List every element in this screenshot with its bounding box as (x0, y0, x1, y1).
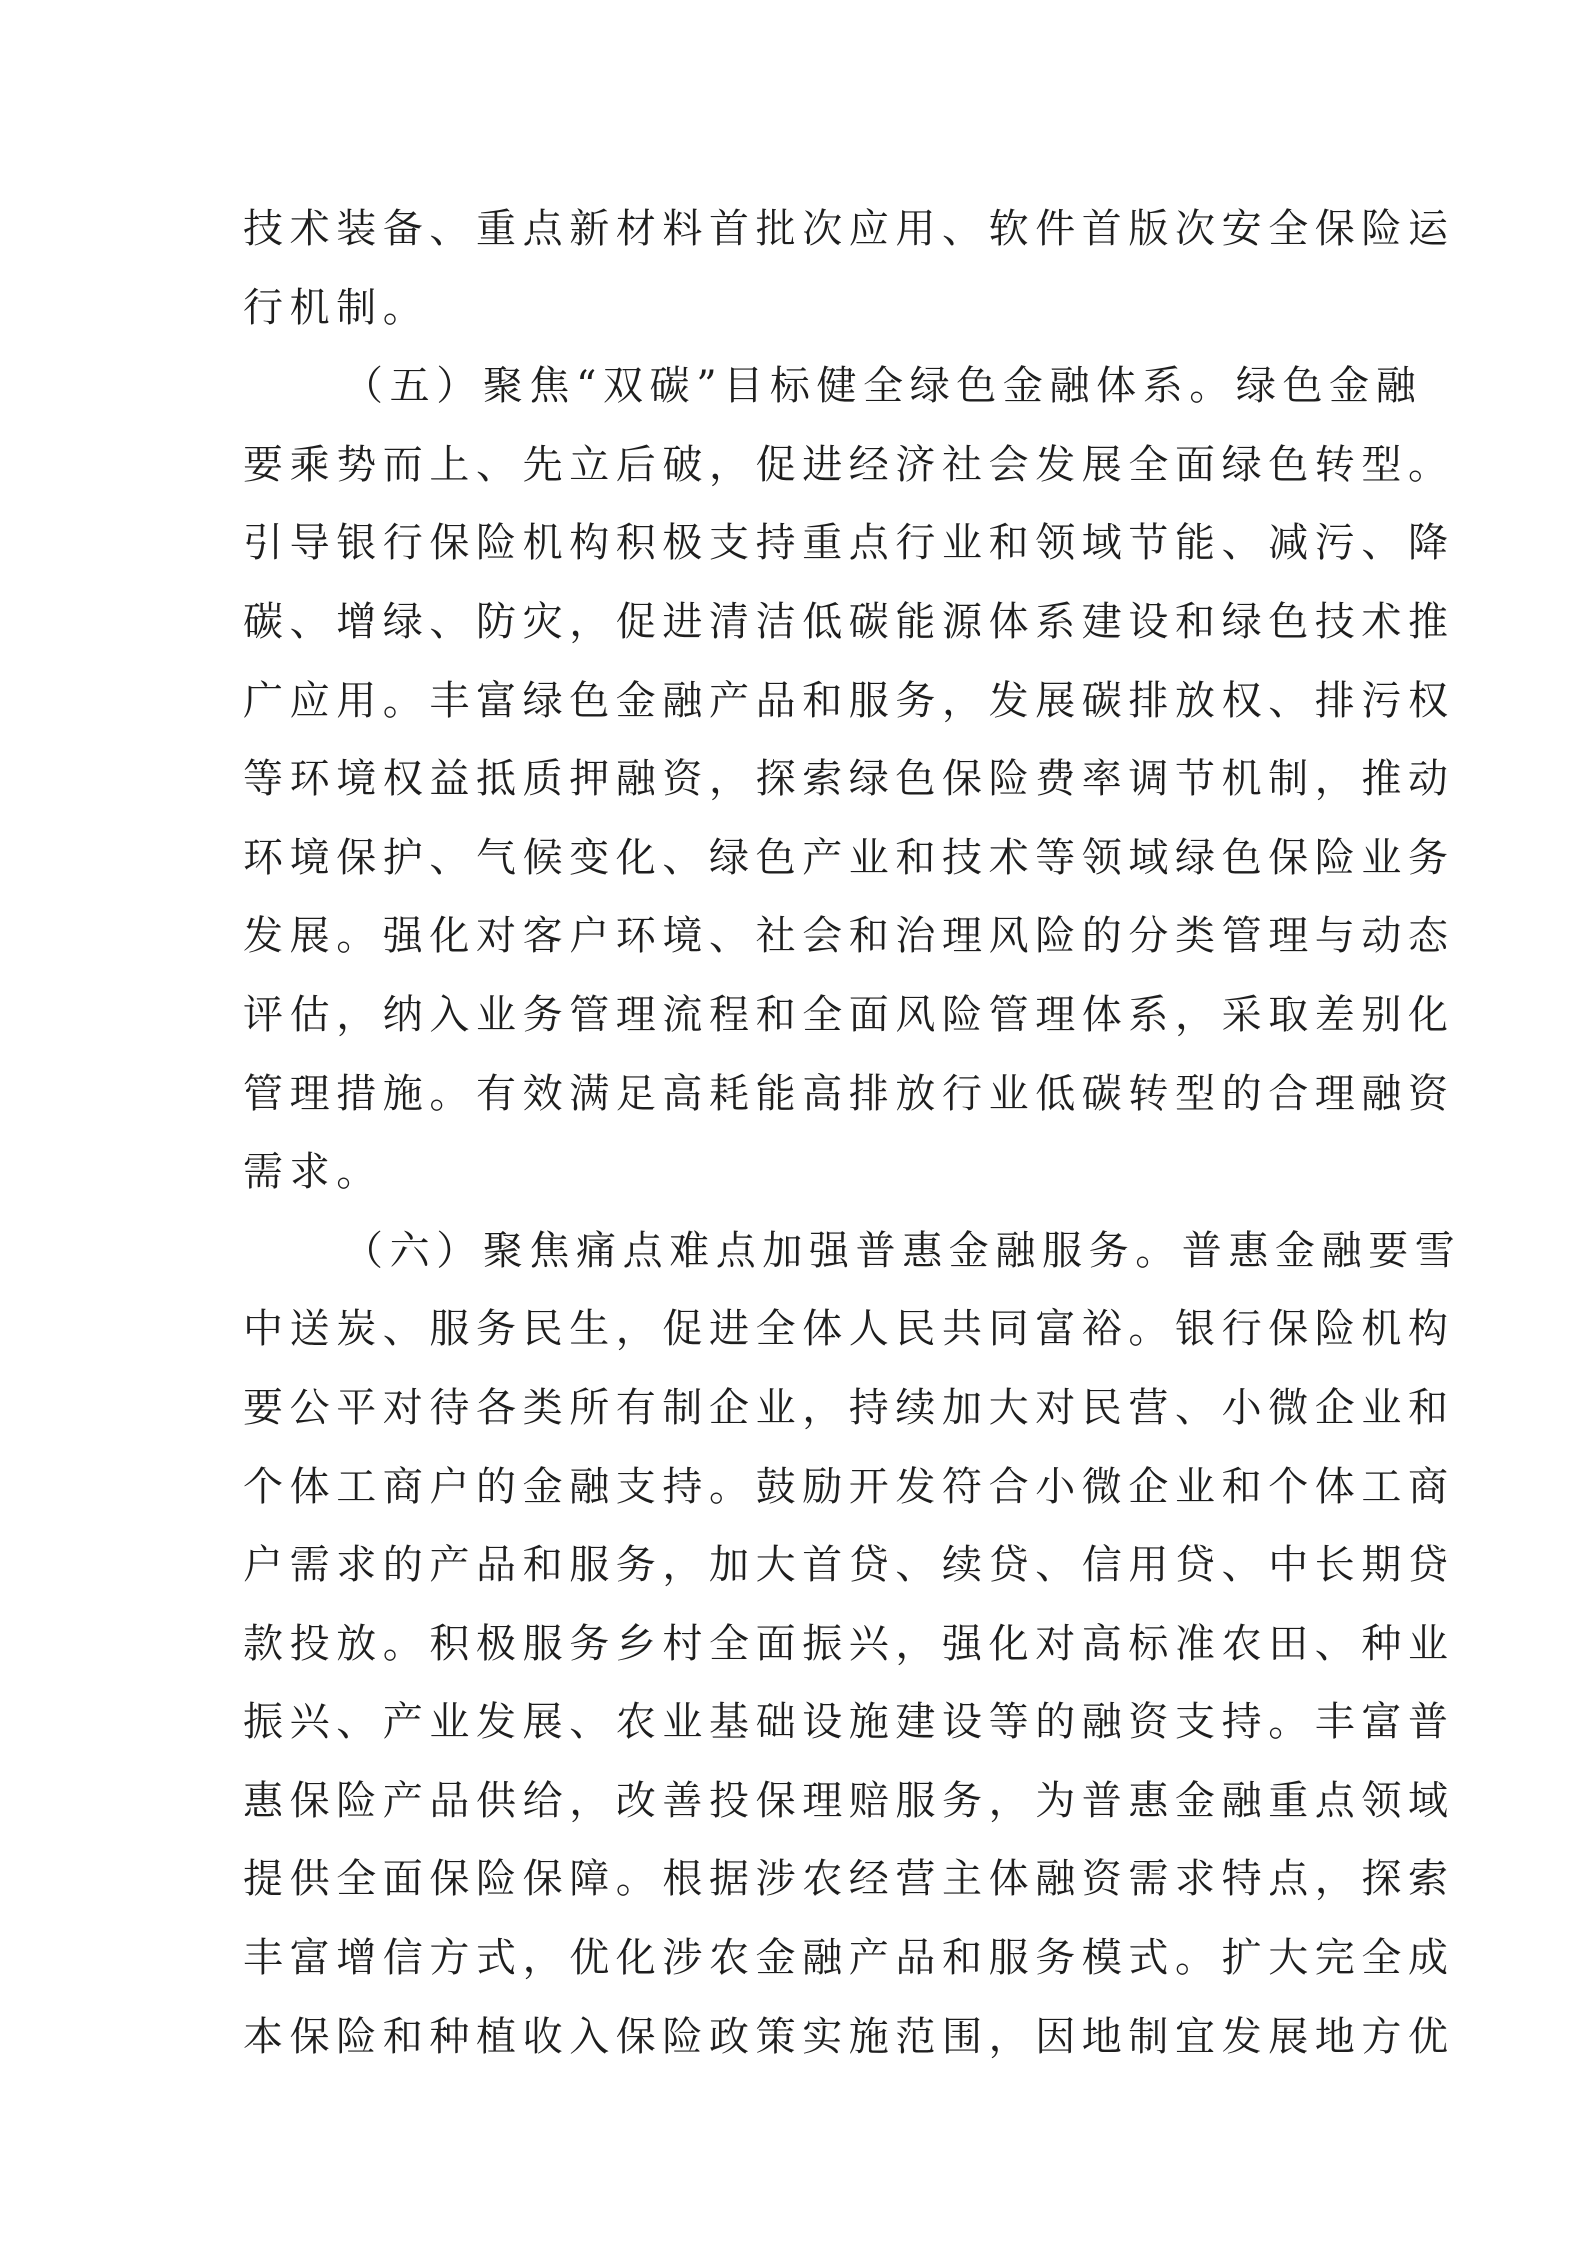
text-line: 中送炭、服务民生，促进全体人民共同富裕。银行保险机构 (243, 1306, 1455, 1353)
text-line: 款投放。积极服务乡村全面振兴，强化对高标准农田、种业 (243, 1620, 1455, 1667)
text-line: 等环境权益抵质押融资，探索绿色保险费率调节机制，推动 (243, 756, 1455, 803)
text-line: 要公平对待各类所有制企业，持续加大对民营、小微企业和 (243, 1384, 1455, 1431)
text-line: 要乘势而上、先立后破，促进经济社会发展全面绿色转型。 (243, 441, 1455, 488)
text-line: 本保险和种植收入保险政策实施范围，因地制宜发展地方优 (243, 2013, 1455, 2060)
text-line: 行机制。 (243, 284, 430, 331)
text-line: 广应用。丰富绿色金融产品和服务，发展碳排放权、排污权 (243, 677, 1455, 724)
text-line: 惠保险产品供给，改善投保理赔服务，为普惠金融重点领域 (243, 1777, 1455, 1824)
text-line: 管理措施。有效满足高耗能高排放行业低碳转型的合理融资 (243, 1070, 1455, 1117)
text-line: 发展。强化对客户环境、社会和治理风险的分类管理与动态 (243, 913, 1455, 960)
text-line: 需求。 (243, 1149, 383, 1196)
document-body (243, 190, 1462, 2076)
section-heading-line: （六）聚焦痛点难点加强普惠金融服务。普惠金融要雪 (343, 1227, 1462, 1274)
text-line: 丰富增信方式，优化涉农金融产品和服务模式。扩大完全成 (243, 1935, 1455, 1982)
text-line: 振兴、产业发展、农业基础设施建设等的融资支持。丰富普 (243, 1699, 1455, 1746)
text-line: 引导银行保险机构积极支持重点行业和领域节能、减污、降 (243, 520, 1455, 567)
text-line: 评估，纳入业务管理流程和全面风险管理体系，采取差别化 (243, 991, 1455, 1038)
text-line: 环境保护、气候变化、绿色产业和技术等领域绿色保险业务 (243, 834, 1455, 881)
text-line: 碳、增绿、防灾，促进清洁低碳能源体系建设和绿色技术推 (243, 598, 1455, 645)
text-line: 技术装备、重点新材料首批次应用、软件首版次安全保险运 (243, 206, 1455, 252)
text-line: 个体工商户的金融支持。鼓励开发符合小微企业和个体工商 (243, 1463, 1455, 1510)
text-line: 户需求的产品和服务，加大首贷、续贷、信用贷、中长期贷 (243, 1542, 1455, 1589)
text-line: 提供全面保险保障。根据涉农经营主体融资需求特点，探索 (243, 1856, 1455, 1903)
section-heading-line: （五）聚焦“双碳”目标健全绿色金融体系。绿色金融 (343, 363, 1423, 410)
